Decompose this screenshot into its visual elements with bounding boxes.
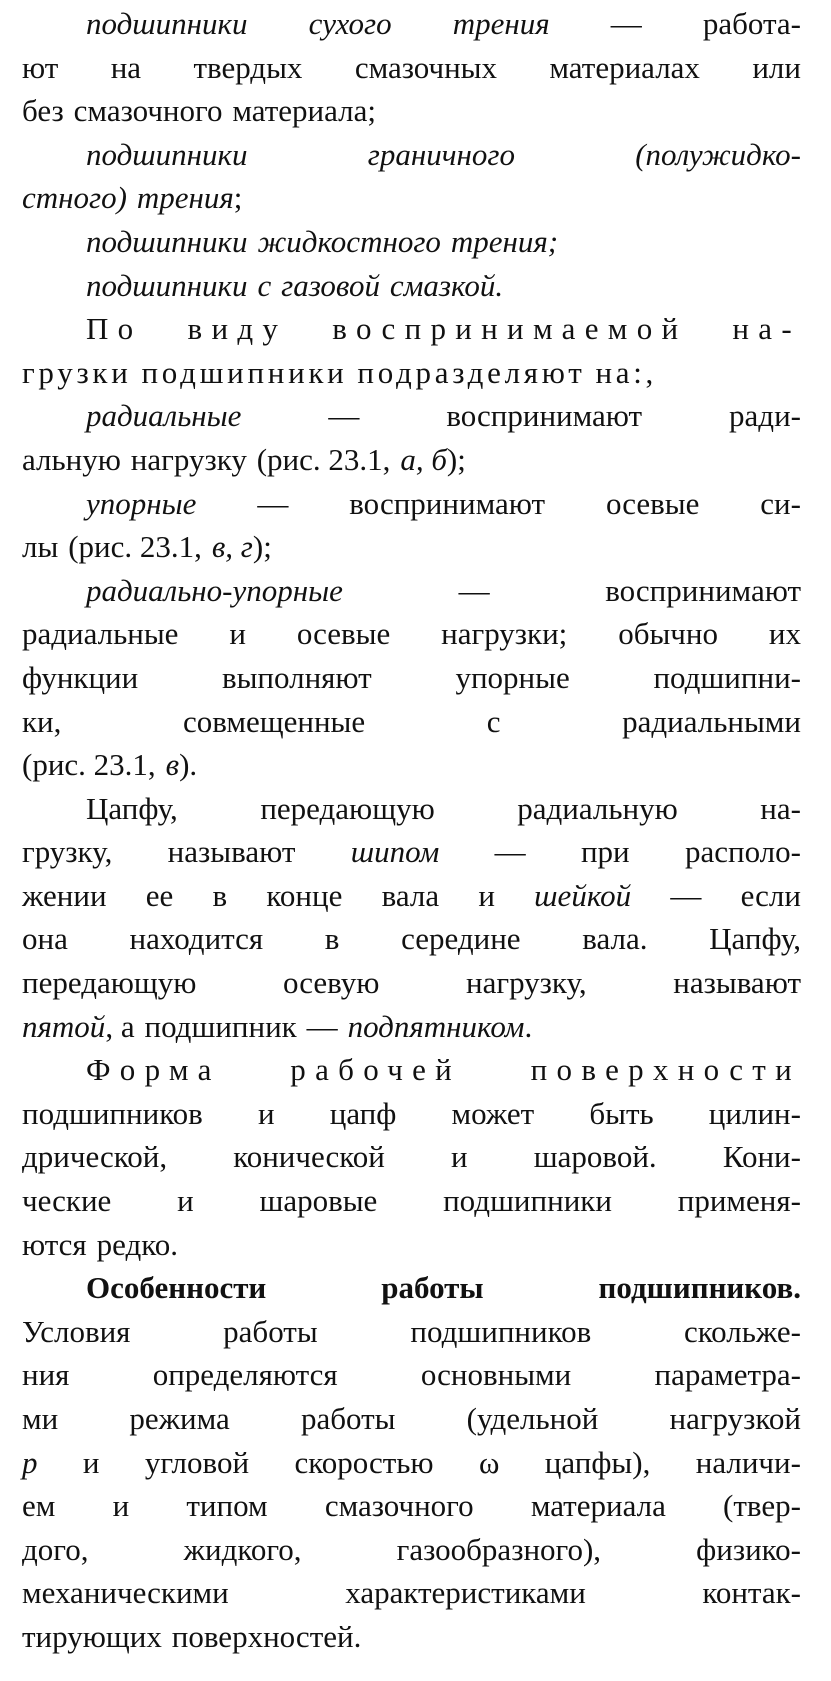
text-word: передающую	[22, 965, 197, 1001]
text-word: смазкой.	[389, 267, 504, 303]
text-word: упорные	[455, 659, 570, 695]
text-word: подразделяют	[357, 354, 586, 390]
text-word: ются	[22, 1226, 87, 1262]
text-word: материала;	[232, 93, 377, 129]
text-word: называют	[167, 834, 296, 870]
text-line	[22, 1441, 801, 1485]
text-word: —	[328, 398, 360, 434]
text-word: шаровые	[259, 1183, 378, 1219]
text-word: шипом	[350, 834, 440, 870]
text-word: подшипники	[443, 1183, 612, 1219]
text-word: их	[768, 616, 801, 652]
text-word: нагрузки;	[441, 616, 568, 652]
text-word: твердых	[193, 49, 303, 85]
text-word: жении	[22, 877, 107, 913]
text-word: цапф	[329, 1095, 397, 1131]
text-line	[22, 133, 801, 177]
text-word: Кони-	[722, 1139, 801, 1175]
text-line	[22, 1528, 801, 1572]
text-line	[22, 46, 801, 90]
text-word: ее	[145, 877, 174, 913]
text-word: нагрузку	[130, 441, 247, 477]
text-word: характеристиками	[345, 1575, 586, 1611]
text-line	[22, 264, 801, 308]
text-line	[22, 700, 801, 744]
text-word: По	[86, 311, 143, 347]
text-word: (рис. 23.1,	[22, 747, 156, 783]
text-word: воспринимают	[349, 485, 546, 521]
text-word: подшипники	[86, 267, 248, 303]
text-word: и	[112, 1488, 130, 1524]
text-word: , а	[105, 1008, 135, 1044]
text-word: подшипники	[86, 223, 248, 259]
text-word: —	[257, 485, 289, 521]
text-line	[22, 438, 801, 482]
text-word: передающую	[260, 790, 435, 826]
text-line	[22, 787, 801, 831]
text-word: лы	[22, 529, 59, 565]
text-word: ;	[233, 180, 243, 216]
text-line	[22, 89, 801, 133]
text-word: газообразного),	[396, 1531, 602, 1567]
text-word: виду	[187, 311, 288, 347]
text-word: применя-	[677, 1183, 801, 1219]
text-word: Цапфу,	[709, 921, 801, 957]
text-line	[22, 917, 801, 961]
text-word: если	[740, 877, 801, 913]
text-word: механическими	[22, 1575, 229, 1611]
text-word: скоростью	[294, 1444, 434, 1480]
text-line	[22, 612, 801, 656]
text-word: p	[22, 1444, 38, 1480]
text-word: —	[610, 6, 642, 41]
text-line	[22, 220, 801, 264]
text-word: радиальные	[86, 398, 242, 434]
text-line	[22, 1223, 801, 1267]
text-word: наличи-	[695, 1444, 801, 1480]
text-word: материала	[530, 1488, 666, 1524]
text-word: определяются	[152, 1357, 338, 1393]
text-word: );	[252, 529, 272, 565]
text-line	[22, 874, 801, 918]
text-word: называют	[673, 965, 801, 1001]
text-word: подшипники	[86, 136, 248, 172]
text-line	[22, 1092, 801, 1136]
text-word: работа-	[702, 6, 801, 41]
text-word: в	[165, 747, 180, 783]
text-word: граничного	[367, 136, 515, 172]
text-word: без	[22, 93, 64, 129]
text-word: и	[451, 1139, 468, 1175]
text-word: скольже-	[683, 1313, 801, 1349]
text-word: ческие	[22, 1183, 112, 1219]
text-word: контак-	[702, 1575, 801, 1611]
text-word: смазочных	[354, 49, 498, 85]
text-word: вала	[381, 877, 440, 913]
text-word: с	[257, 267, 272, 303]
text-line	[22, 743, 801, 787]
text-word: ют	[22, 49, 59, 85]
section-heading-word: подшипников.	[598, 1270, 801, 1306]
text-word: (твер-	[723, 1488, 801, 1524]
text-line	[22, 1571, 801, 1615]
text-line	[22, 1615, 801, 1659]
text-word: шаровой.	[533, 1139, 657, 1175]
text-word: и	[257, 1095, 275, 1131]
text-word: газовой	[281, 267, 380, 303]
text-word: дого,	[22, 1531, 89, 1567]
text-word: (полужидко-	[635, 136, 801, 172]
text-word: );	[446, 441, 466, 477]
text-word: подшипни-	[653, 659, 801, 695]
text-word: сухого	[308, 6, 392, 41]
text-line	[22, 1005, 801, 1049]
text-word: подшипники	[141, 354, 348, 390]
text-word: жидкого,	[183, 1531, 302, 1567]
text-word: на:,	[595, 354, 658, 390]
text-word: грузку,	[22, 834, 113, 870]
text-word: и	[229, 616, 246, 652]
text-line	[22, 656, 801, 700]
text-line	[22, 307, 801, 351]
text-word: нагрузкой	[669, 1401, 801, 1436]
text-word: трения;	[450, 223, 559, 259]
text-word: радиальную	[517, 790, 678, 826]
text-body	[22, 2, 801, 1659]
text-word: радиальными	[622, 703, 801, 739]
text-word: жидкостного	[257, 223, 441, 259]
text-word: —	[458, 572, 490, 608]
text-line	[22, 830, 801, 874]
text-word: упорные	[86, 485, 197, 521]
text-word: трения	[452, 6, 550, 41]
text-line	[22, 525, 801, 569]
text-word: (удельной	[466, 1401, 599, 1436]
text-word: поверхности	[530, 1052, 801, 1088]
text-word: —	[306, 1008, 338, 1044]
text-word: .	[524, 1008, 533, 1044]
text-line	[22, 961, 801, 1005]
text-word: параметра-	[654, 1357, 801, 1393]
text-line	[22, 2, 801, 46]
text-word: нагрузку,	[466, 965, 587, 1001]
text-word: подшипников	[410, 1313, 592, 1349]
text-word: Условия	[22, 1313, 131, 1349]
text-word: осевую	[283, 965, 380, 1001]
text-word: середине	[401, 921, 521, 957]
text-word: подшипники	[86, 6, 248, 41]
text-word: цилин-	[708, 1095, 801, 1131]
text-word: материалах	[549, 49, 700, 85]
text-line	[22, 1179, 801, 1223]
text-word: находится	[129, 921, 264, 957]
text-word: рабочей	[290, 1052, 462, 1088]
text-word: воспринимаемой	[332, 311, 688, 347]
text-word: подпятником	[347, 1008, 525, 1044]
text-line	[22, 1484, 801, 1528]
text-word: воспринимают	[446, 398, 643, 434]
text-word: в, г	[211, 529, 253, 565]
text-word: Форма	[86, 1052, 221, 1088]
text-word: осевые	[605, 485, 700, 521]
text-word: си-	[760, 485, 801, 521]
text-word: цапфы),	[544, 1444, 651, 1480]
text-word: при	[580, 834, 630, 870]
text-word: дрической,	[22, 1139, 168, 1175]
text-line	[22, 1135, 801, 1179]
text-word: радиальные	[22, 616, 179, 652]
text-word: осевые	[296, 616, 391, 652]
text-line	[22, 1353, 801, 1397]
text-line	[22, 1397, 801, 1441]
text-word: редко.	[96, 1226, 178, 1262]
text-word: ).	[179, 747, 198, 783]
text-word: быть	[589, 1095, 654, 1131]
text-line	[22, 569, 801, 613]
text-word: на	[110, 49, 142, 85]
text-line	[22, 176, 801, 220]
text-word: может	[451, 1095, 535, 1131]
text-word: грузки	[22, 354, 132, 390]
text-word: поверхностей.	[171, 1618, 362, 1654]
text-word: физико-	[696, 1531, 801, 1567]
text-word: на-	[760, 790, 801, 826]
text-word: пятой	[22, 1008, 106, 1044]
section-heading-word: Особенности	[86, 1270, 267, 1306]
text-word: и	[82, 1444, 100, 1480]
text-word: основными	[420, 1357, 572, 1393]
text-word: типом	[186, 1488, 268, 1524]
text-word: конце	[266, 877, 343, 913]
text-word: располо-	[684, 834, 801, 870]
text-word: —	[494, 834, 526, 870]
text-word: она	[22, 921, 68, 957]
text-word: альную	[22, 441, 121, 477]
text-word: подшипник	[144, 1008, 297, 1044]
text-word: ния	[22, 1357, 70, 1393]
text-word: на-	[732, 311, 801, 347]
text-word: обычно	[618, 616, 718, 652]
text-line	[22, 482, 801, 526]
text-line	[22, 1048, 801, 1092]
text-word: и	[478, 877, 495, 913]
text-word: радиально-упорные	[86, 572, 343, 608]
text-word: подшипников	[22, 1095, 203, 1131]
text-word: вала.	[582, 921, 648, 957]
text-word: в	[324, 921, 340, 957]
text-word: тирующих	[22, 1618, 162, 1654]
text-word: (рис. 23.1,	[256, 441, 391, 477]
text-word: режима	[129, 1401, 230, 1436]
text-word: ми	[22, 1401, 59, 1436]
text-word: с	[486, 703, 501, 739]
text-word: —	[670, 877, 702, 913]
text-word: совмещенные	[183, 703, 366, 739]
text-word: угловой	[144, 1444, 250, 1480]
text-word: смазочного	[73, 93, 223, 129]
text-word: или	[752, 49, 801, 85]
section-heading-word: работы	[381, 1270, 484, 1306]
text-word: (рис. 23.1,	[68, 529, 202, 565]
text-word: а, б	[400, 441, 447, 477]
text-word: трения	[136, 180, 234, 216]
text-word: ки,	[22, 703, 62, 739]
text-word: ω	[478, 1444, 500, 1480]
text-word: работы	[223, 1313, 318, 1349]
text-line	[22, 351, 801, 395]
text-word: ради-	[729, 398, 801, 434]
text-word: конической	[233, 1139, 385, 1175]
text-word: работы	[300, 1401, 396, 1436]
text-word: и	[177, 1183, 194, 1219]
text-word: Цапфу,	[86, 790, 178, 826]
text-word: стного)	[22, 180, 127, 216]
text-word: выполняют	[221, 659, 372, 695]
text-word: смазочного	[324, 1488, 474, 1524]
text-word: в	[212, 877, 228, 913]
text-word: воспринимают	[605, 572, 801, 608]
text-word: функции	[22, 659, 139, 695]
text-line	[22, 1310, 801, 1354]
text-word: ем	[22, 1488, 56, 1524]
text-line	[22, 394, 801, 438]
text-line	[22, 1266, 801, 1310]
text-word: шейкой	[534, 877, 632, 913]
